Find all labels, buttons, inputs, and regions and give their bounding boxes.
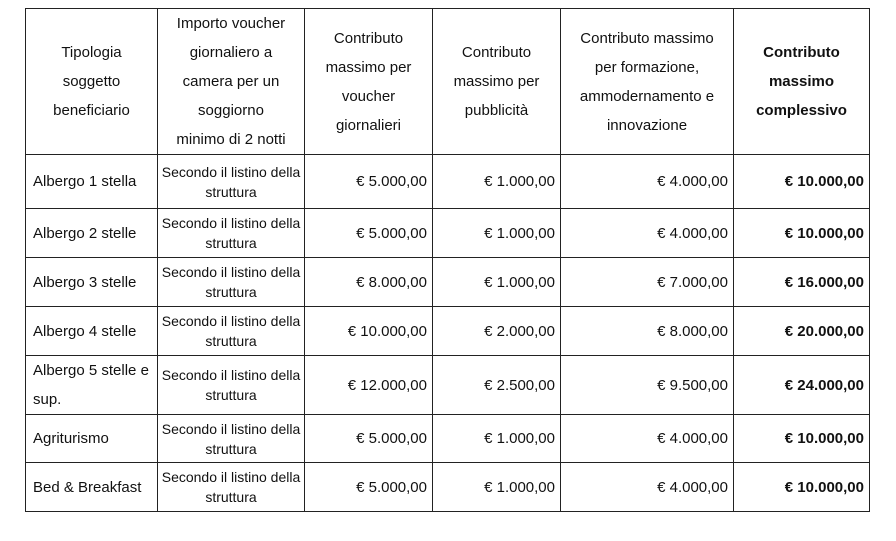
cell-formazione: € 7.000,00 (561, 258, 734, 307)
cell-pubblicita: € 1.000,00 (433, 209, 561, 258)
cell-importo: Secondo il listino della struttura (158, 307, 305, 356)
cell-totale: € 10.000,00 (734, 155, 870, 209)
cell-pubblicita: € 2.500,00 (433, 356, 561, 415)
table-row (26, 209, 870, 258)
header-contributo-pubblicita: Contributo massimo per pubblicità (433, 9, 561, 155)
cell-voucher: € 5.000,00 (305, 415, 433, 463)
cell-formazione: € 4.000,00 (561, 463, 734, 512)
cell-importo: Secondo il listino della struttura (158, 356, 305, 415)
table-row (26, 307, 870, 356)
header-tipologia: Tipologia soggetto beneficiario (26, 9, 158, 155)
table-header-row (26, 9, 870, 155)
cell-importo: Secondo il listino della struttura (158, 415, 305, 463)
contributions-table (25, 8, 870, 512)
cell-voucher: € 10.000,00 (305, 307, 433, 356)
cell-importo: Secondo il listino della struttura (158, 209, 305, 258)
cell-totale: € 20.000,00 (734, 307, 870, 356)
cell-tipologia: Albergo 4 stelle (26, 307, 158, 356)
cell-importo: Secondo il listino della struttura (158, 463, 305, 512)
cell-importo: Secondo il listino della struttura (158, 258, 305, 307)
header-contributo-formazione: Contributo massimo per formazione, ammodernamento e innovazione (561, 9, 734, 155)
cell-pubblicita: € 1.000,00 (433, 258, 561, 307)
cell-formazione: € 4.000,00 (561, 209, 734, 258)
cell-voucher: € 5.000,00 (305, 155, 433, 209)
cell-pubblicita: € 1.000,00 (433, 415, 561, 463)
cell-pubblicita: € 2.000,00 (433, 307, 561, 356)
cell-totale: € 10.000,00 (734, 463, 870, 512)
cell-voucher: € 5.000,00 (305, 209, 433, 258)
cell-totale: € 10.000,00 (734, 209, 870, 258)
cell-totale: € 24.000,00 (734, 356, 870, 415)
table-row (26, 463, 870, 512)
header-contributo-voucher: Contributo massimo per voucher giornalieri (305, 9, 433, 155)
table-row (26, 356, 870, 415)
cell-tipologia: Albergo 3 stelle (26, 258, 158, 307)
header-importo-voucher: Importo voucher giornaliero a camera per un soggiorno minimo di 2 notti (158, 9, 305, 155)
cell-formazione: € 8.000,00 (561, 307, 734, 356)
cell-pubblicita: € 1.000,00 (433, 463, 561, 512)
cell-tipologia: Albergo 1 stella (26, 155, 158, 209)
cell-totale: € 10.000,00 (734, 415, 870, 463)
cell-formazione: € 9.500,00 (561, 356, 734, 415)
cell-pubblicita: € 1.000,00 (433, 155, 561, 209)
table-row (26, 415, 870, 463)
table-row (26, 258, 870, 307)
cell-totale: € 16.000,00 (734, 258, 870, 307)
cell-formazione: € 4.000,00 (561, 155, 734, 209)
cell-tipologia: Agriturismo (26, 415, 158, 463)
cell-tipologia: Albergo 2 stelle (26, 209, 158, 258)
cell-voucher: € 8.000,00 (305, 258, 433, 307)
cell-tipologia: Albergo 5 stelle e sup. (26, 356, 158, 415)
cell-voucher: € 12.000,00 (305, 356, 433, 415)
cell-voucher: € 5.000,00 (305, 463, 433, 512)
cell-formazione: € 4.000,00 (561, 415, 734, 463)
header-contributo-complessivo: Contributo massimo complessivo (734, 9, 870, 155)
cell-tipologia: Bed & Breakfast (26, 463, 158, 512)
table-row (26, 155, 870, 209)
cell-importo: Secondo il listino della struttura (158, 155, 305, 209)
